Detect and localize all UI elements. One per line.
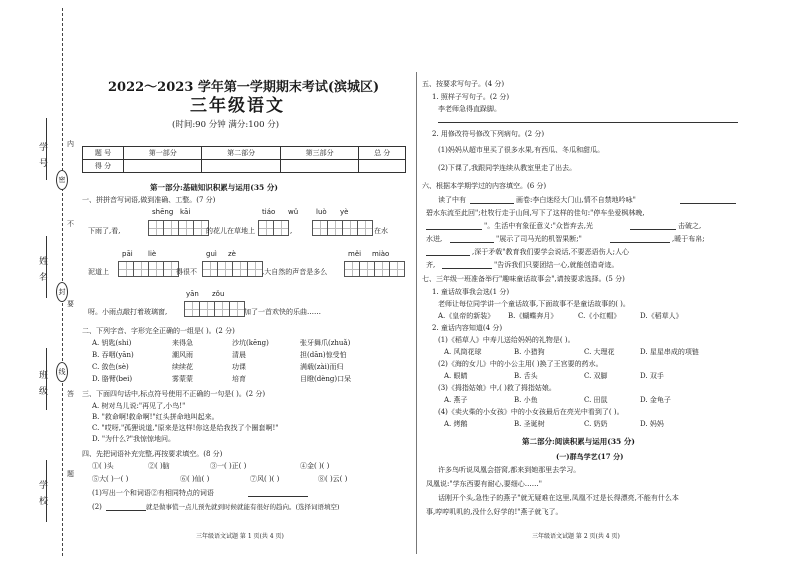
q6-line6-b: "告诉我们只要团结一心,就能创造奇迹。 (494, 261, 619, 269)
q6-line1-b: 画卷:李白迷经大门山,情不自禁地吟咏" (516, 196, 636, 204)
q4-item[interactable]: ④金( )( ) (300, 462, 330, 470)
q2-option[interactable]: C. 敛色(sè) (92, 363, 129, 371)
q7-option[interactable]: C. 大理花 (584, 348, 615, 356)
q1-line2-a: 泥道上 (88, 268, 109, 276)
exam-title: 2022～2023 学年第一学期期末考试(滨城区) (108, 80, 380, 95)
label-name: 姓 名 (37, 256, 47, 283)
writing-grid[interactable] (344, 261, 404, 277)
score-cell: 第三部分 (280, 147, 358, 160)
answer-line[interactable] (248, 496, 308, 497)
q7-option[interactable]: A. 燕子 (444, 396, 468, 404)
score-table-row (83, 160, 406, 173)
writing-grid[interactable] (148, 220, 208, 236)
passage-p1: 许多鸟听说凤凰会搭窝,都来到她那里去学习。 (438, 466, 581, 474)
q1-line1-a: 下雨了,看, (88, 227, 121, 235)
q6-line6-a: 齐, (426, 261, 436, 269)
q7-option[interactable]: A. 眼睛 (444, 372, 468, 380)
q3-option[interactable]: C. "哎呀,"孤狸说道,"原来是这样!你这是给我找了个圈套啊!" (92, 424, 279, 432)
class-line (46, 348, 48, 410)
footer-page1: 三年级语文试题 第 1 页(共 4 页) (196, 533, 284, 540)
warn-nei: 内 (67, 140, 74, 148)
q7-question: (4)《卖火柴的小女孩》中的小女孩最后在亮光中看到了( )。 (438, 408, 624, 416)
q4-item[interactable]: ⑦风( )( ) (250, 475, 280, 483)
writing-grid[interactable] (202, 261, 262, 277)
warn-bu: 不 (67, 220, 74, 228)
q2-option-word: 雾蒙蒙 (172, 375, 193, 383)
answer-line[interactable] (442, 268, 492, 269)
q4-item[interactable]: ⑧( )云( ) (318, 475, 348, 483)
passage-p2: 凤凰说:"学东西要有耐心,要细心……" (426, 480, 543, 488)
q7-option[interactable]: A. 风筒花球 (444, 348, 482, 356)
q6-line5-b: ,深于矛戟"教育我们要学会说话,不要恶语伤人;人心 (472, 248, 630, 256)
q5-sub1-example: 李老师急得直跺脚。 (438, 105, 501, 113)
label-student-id: 学 号 (37, 142, 47, 169)
q2-prompt: 二、下列字音、字形完全正确的一组是( )。(2 分) (82, 327, 235, 335)
q4-item[interactable]: ②( )脑 (148, 462, 170, 470)
q4-item[interactable]: ⑥( )仙( ) (180, 475, 210, 483)
q7-option[interactable]: C.《小红帽》 (578, 312, 621, 320)
answer-line[interactable] (426, 255, 470, 256)
score-input[interactable] (124, 160, 202, 173)
q7-option[interactable]: D. 双手 (640, 372, 664, 380)
q2-option-word: 来得急 (172, 339, 193, 347)
q1-line2-c: ,大自然的声音是多么 (262, 268, 328, 276)
passage-p4: 事,哼哼叽叽的,没什么好学的!"燕子就飞了。 (426, 508, 563, 516)
pinyin: shēng (152, 208, 174, 216)
label-school: 学 校 (37, 480, 47, 507)
answer-line[interactable] (610, 242, 670, 243)
q4-item[interactable]: ⑤大( )一( ) (92, 475, 129, 483)
q7-option[interactable]: B. 小鱼 (514, 396, 538, 404)
pinyin: liè (148, 250, 157, 258)
q2-option[interactable]: D. 胳臂(bei) (92, 375, 133, 383)
q7-question: (1)《稻草人》中寿儿送给妈妈的礼物是( )。 (438, 336, 575, 344)
q4-sub2-text: 就是做事慌一点儿预先就到时候就能有很好的趋向。(选择词语填空) (146, 503, 340, 511)
warn-da: 答 (67, 390, 74, 398)
pinyin: luò (316, 208, 327, 216)
exam-subject: 三年级语文 (190, 96, 285, 116)
q2-option-word: 功课 (232, 363, 246, 371)
q7-option[interactable]: B. 舌头 (514, 372, 538, 380)
score-input[interactable] (359, 160, 406, 173)
q5-sub1: 1. 照样子写句子。(2 分) (432, 93, 510, 101)
q2-option-word: 张牙舞爪(zhuǎ) (300, 339, 351, 347)
q1-prompt: 一、拼拼音写词语,做到准确、工整。(7 分) (82, 196, 216, 204)
score-cell: 得 分 (83, 160, 124, 173)
q7-option[interactable]: B. 圣诞树 (514, 420, 545, 428)
q7-option[interactable]: C. 田鼠 (584, 396, 608, 404)
q6-line3-c: 击破之, (678, 222, 702, 230)
part2-heading: 第二部分:阅读积累与运用(35 分) (522, 437, 635, 446)
pinyin: wǔ (288, 208, 299, 216)
q2-option-word: 潮风雨 (172, 351, 193, 359)
answer-line[interactable] (450, 242, 494, 243)
label-class: 班 级 (37, 370, 47, 397)
score-cell: 题 号 (83, 147, 124, 160)
q1-line2-b: 得很不 (176, 268, 197, 276)
page-divider (416, 72, 417, 554)
q2-option[interactable]: B. 吞咽(yān) (92, 351, 134, 359)
q7-option[interactable]: B.《蝴蝶奔月》 (508, 312, 558, 320)
q3-prompt: 三、下面四句话中,标点符号使用不正确的一句是( )。(2 分) (82, 390, 266, 398)
q6-line2: 碧水东流至此回";杜牧行走于山间,写下了这样的佳句:"停车坐爱枫林晚, (426, 209, 645, 217)
section1-heading: (一)群鸟学艺(17 分) (556, 452, 624, 461)
q7-option[interactable]: C. 双脚 (584, 372, 608, 380)
name-line (46, 236, 48, 298)
q1-line1-b: 的花儿在草地上 (206, 227, 255, 235)
q7-prompt: 七、三年级一班准备举行"趣味童话故事会",请按要求选择。(5 分) (422, 275, 625, 283)
q2-option-word: 沙坑(kēng) (232, 339, 269, 347)
writing-grid[interactable] (184, 301, 244, 317)
answer-line[interactable] (426, 229, 482, 230)
q1-line3-c: 加了一首欢快的乐曲…… (244, 308, 321, 316)
q2-option[interactable]: A. 钥匙(shi) (92, 339, 132, 347)
answer-line[interactable] (680, 203, 736, 204)
q4-item[interactable]: ③一( )正( ) (210, 462, 247, 470)
q3-option[interactable]: B. "救命啊!救命啊!"红头拼命地叫起来。 (92, 413, 219, 421)
q2-option-word: 目瞪(dèng)口呆 (300, 375, 352, 383)
exam-info: (时间:90 分钟 满分:100 分) (172, 120, 280, 130)
q1-sep: , (290, 227, 293, 235)
pinyin: tiáo (262, 208, 276, 216)
q3-option[interactable]: D. "为什么?"我惊惊地问。 (92, 435, 176, 443)
answer-line[interactable] (106, 510, 146, 511)
q7-option[interactable]: D.《稻草人》 (640, 312, 683, 320)
pinyin: pāi (122, 250, 133, 258)
q5-sub2: 2. 用修改符号修改下列病句。(2 分) (432, 130, 545, 138)
q4-prompt: 四、先把词语补充完整,再按要求填空。(8 分) (82, 450, 223, 458)
q7-option[interactable]: D. 妈妈 (640, 420, 664, 428)
pinyin: měi (348, 250, 362, 258)
score-cell: 第一部分 (124, 147, 202, 160)
q5-sub2-a: (1)妈妈从超市里买了很多水果,有西瓜、冬瓜和甜瓜。 (438, 146, 605, 154)
q6-line4-a: 水迸, (426, 235, 443, 243)
q6-line1-a: 读了中有 (438, 196, 466, 204)
q6-line4-b: "展示了司马光的机智果断;" (496, 235, 582, 243)
q4-item[interactable]: ①( )头 (92, 462, 114, 470)
q7-option[interactable]: B. 小猎狗 (514, 348, 545, 356)
answer-line[interactable] (630, 229, 676, 230)
q7-sub2: 2. 童话内容知道(4 分) (432, 324, 503, 332)
pinyin: guì (206, 250, 217, 258)
pinyin: yè (340, 208, 349, 216)
q7-option[interactable]: D. 星星串成的项链 (640, 348, 699, 356)
pinyin: zǒu (212, 290, 225, 298)
q4-sub1: (1)写出一个和词语②有相同特点的词语 (92, 489, 214, 497)
warn-yao: 要 (67, 300, 74, 308)
student-id-line (46, 118, 48, 180)
q7-question: (3)《拇指姑娘》中,( )救了拇指姑娘。 (438, 384, 556, 392)
score-input[interactable] (280, 160, 358, 173)
q2-option-word: 清晨 (232, 351, 246, 359)
q7-sub1: 1. 童话故事我会选(1 分) (432, 288, 510, 296)
answer-line[interactable] (470, 203, 514, 204)
q7-question: (2)《海的女儿》中的小公主用( )换了王宫要的药水。 (438, 360, 603, 368)
writing-grid[interactable] (312, 220, 372, 236)
score-cell: 总 分 (359, 147, 406, 160)
q6-line3-b: "。生活中有象征意义:"众皆弃去,光 (484, 222, 594, 230)
q5-sub2-b: (2)下课了,我跟同学连续从教室里走了出去。 (438, 164, 577, 172)
passage-p3: 话刚开个头,急性子的燕子"就无疑难在这里,凤凰不过是长得漂亮,不能有什么本 (438, 494, 679, 502)
q7-option[interactable]: C. 奶奶 (584, 420, 608, 428)
pinyin: miào (372, 250, 390, 258)
footer-page2: 三年级语文试题 第 2 页(共 4 页) (532, 533, 620, 540)
q2-option-word: 满载(zài)而归 (300, 363, 344, 371)
score-table-header (83, 147, 406, 160)
q5-prompt: 五、按要求写句子。(4 分) (422, 80, 505, 88)
pinyin: kāi (180, 208, 191, 216)
score-cell: 第二部分 (202, 147, 280, 160)
pinyin: zè (228, 250, 236, 258)
warn-ti: 题 (67, 470, 74, 478)
part1-heading: 第一部分:基础知识积累与运用(35 分) (150, 183, 278, 192)
school-line (46, 460, 48, 522)
q6-line4-c: ,暖于布帛; (672, 235, 705, 243)
score-table (82, 146, 406, 173)
seal-mi: 密 (56, 170, 68, 190)
q7-option[interactable]: A. 烤鹅 (444, 420, 468, 428)
score-input[interactable] (202, 160, 280, 173)
q3-option[interactable]: A. 树对乌儿说:"再见了,小鸟!" (92, 402, 186, 410)
q7-sub1-text: 老师让每位同学讲一个童话故事,下面故事不是童话故事的( )。 (438, 300, 630, 308)
q1-line3-a: 呀。小雨点敲打着玻璃窗, (88, 308, 168, 316)
q7-option[interactable]: A.《皇帝的新装》 (438, 312, 495, 320)
q6-prompt: 六、根据本学期学过的内容填空。(6 分) (422, 182, 547, 190)
writing-grid[interactable] (118, 261, 178, 277)
answer-line[interactable] (438, 122, 738, 123)
seal-feng: 封 (56, 282, 68, 302)
q2-option-word: 培育 (232, 375, 246, 383)
q1-line1-c: 在水 (374, 227, 388, 235)
q7-option[interactable]: D. 金龟子 (640, 396, 671, 404)
writing-grid[interactable] (258, 220, 288, 236)
seal-xian: 线 (56, 362, 68, 382)
q2-option-word: 担(dān)惊受怕 (300, 351, 347, 359)
q2-option-word: 续续花 (172, 363, 193, 371)
q4-sub2: (2) (92, 503, 102, 511)
pinyin: yān (186, 290, 199, 298)
